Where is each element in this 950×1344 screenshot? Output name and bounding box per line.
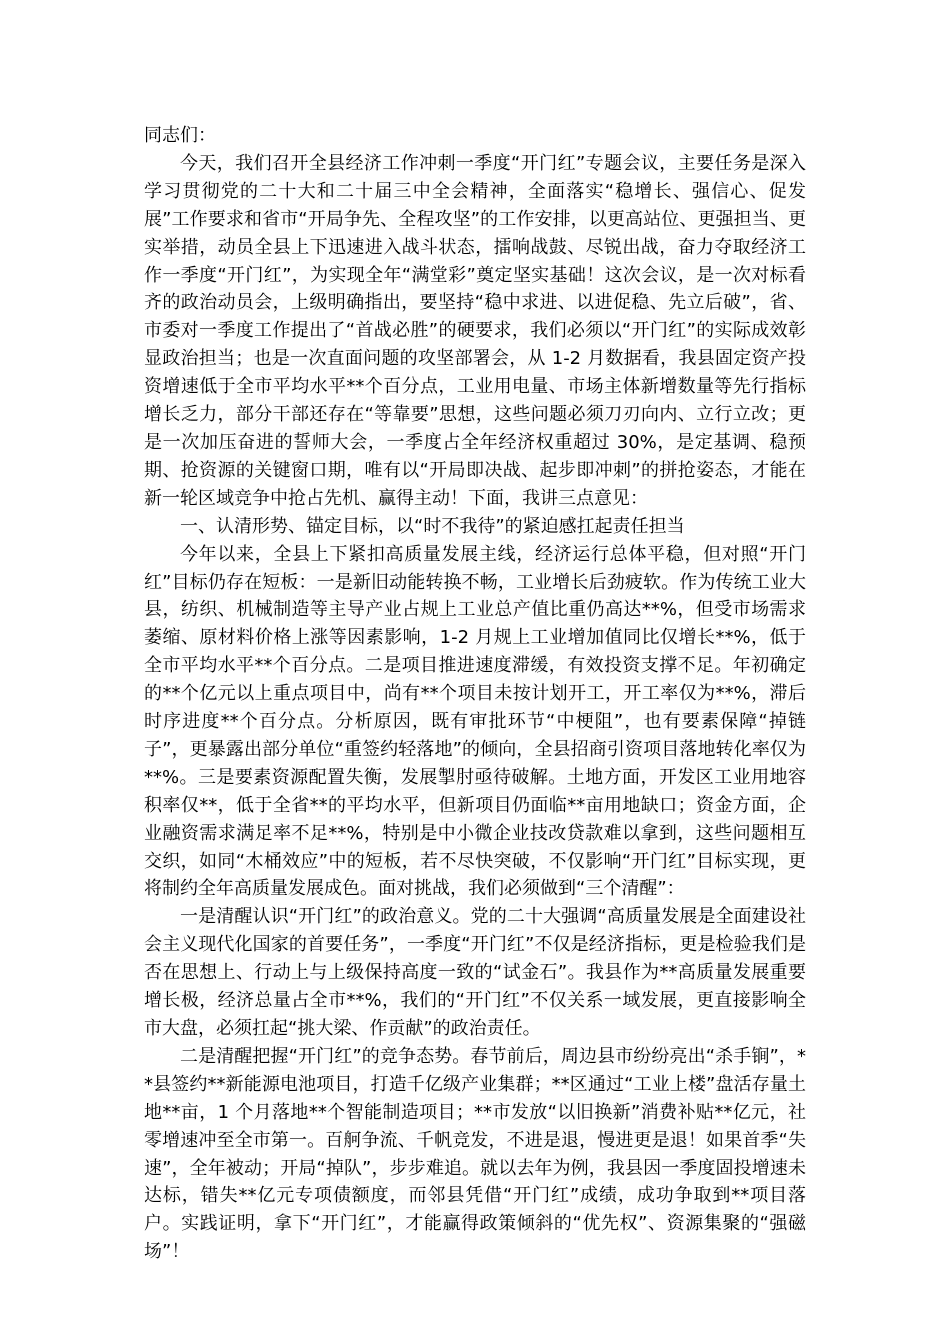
paragraph-intro: 今天，我们召开全县经济工作冲刺一季度“开门红”专题会议，主要任务是深入学习贯彻党的二十大和二十届三中全会精神，全面落实“稳增长、强信心、促发展”工作要求和省市“开局争先、全程攻坚”的工作安排，以更高站位、更强担当、更实举措，动员全县上下迅速进入战斗状态，擂响战鼓、尽锐出战，奋力夺取经济工作一季度“开门红”，为实现全年“满堂彩”奠定坚实基础！这次会议，是一次对标看齐的政治动员会，上级明确指出，要坚持“稳中求进、以进促稳、先立后破”，省、市委对一季度工作提出了“首战必胜”的硬要求，我们必须以“开门红”的实际成效彰显政治担当；也是一次直面问题的攻坚部署会，从 1-2 月数据看，我县固定资产投资增速低于全市平均水平**个百分点，工业用电量、市场主体新增数量等先行指标增长乏力，部分干部还存在“等靠要”思想，这些问题必须刀刃向内、立行立改；更是一次加压奋进的誓师大会，一季度占全年经济权重超过 30%，是定基调、稳预期、抢资源的关键窗口期，唯有以“开局即决战、起步即冲刺”的拼抢姿态，才能在新一轮区域竞争中抢占先机、赢得主动！下面，我讲三点意见： (144, 152, 806, 509)
document-body (144, 122, 806, 1266)
paragraph-situation: 今年以来，全县上下紧扣高质量发展主线，经济运行总体平稳，但对照“开门红”目标仍存在短板：一是新旧动能转换不畅，工业增长后劲疲软。作为传统工业大县，纺织、机械制造等主导产业占规上工业总产值比重仍高达**%，但受市场需求萎缩、原材料价格上涨等因素影响，1-2 月规上工业增加值同比仅增长**%，低于全市平均水平**个百分点。二是项目推进速度滞缓，有效投资支撑不足。年初确定的**个亿元以上重点项目中，尚有**个项目未按计划开工，开工率仅为**%，滞后时序进度**个百分点。分析原因，既有审批环节“中梗阻”，也有要素保障“掉链子”，更暴露出部分单位“重签约轻落地”的倾向，全县招商引资项目落地转化率仅为**%。三是要素资源配置失衡，发展掣肘亟待破解。土地方面，开发区工业用地容积率仅**，低于全省**的平均水平，但新项目仍面临**亩用地缺口；资金方面，企业融资需求满足率不足**%，特别是中小微企业技改贷款难以拿到，这些问题相互交织，如同“木桶效应”中的短板，若不尽快突破，不仅影响“开门红”目标实现，更将制约全年高质量发展成色。面对挑战，我们必须做到“三个清醒”： (144, 543, 806, 900)
paragraph-awareness-2: 二是清醒把握“开门红”的竞争态势。春节前后，周边县市纷纷亮出“杀手锏”，**县签约**新能源电池项目，打造千亿级产业集群；**区通过“工业上楼”盘活存量土地**亩，1 个月落地**个智能制造项目；**市发放“以旧换新”消费补贴**亿元，社零增速冲至全市第一。百舸争流、千帆竞发，不进是退，慢进更是退！如果首季“失速”，全年被动；开局“掉队”，步步难追。就以去年为例，我县因一季度固投增速未达标，错失**亿元专项债额度，而邻县凭借“开门红”成绩，成功争取到**项目落户。实践证明，拿下“开门红”，才能赢得政策倾斜的“优先权”、资源集聚的“强磁场”！ (144, 1045, 806, 1263)
paragraph-awareness-1: 一是清醒认识“开门红”的政治意义。党的二十大强调“高质量发展是全面建设社会主义现代化国家的首要任务”，一季度“开门红”不仅是经济指标，更是检验我们是否在思想上、行动上与上级保持高度一致的“试金石”。我县作为**高质量发展重要增长极，经济总量占全市**%，我们的“开门红”不仅关系一域发展，更直接影响全市大盘，必须扛起“挑大梁、作贡献”的政治责任。 (144, 906, 806, 1039)
section-heading-1: 一、认清形势、锚定目标，以“时不我待”的紧迫感扛起责任担当 (180, 515, 685, 537)
salutation: 同志们： (144, 125, 216, 146)
